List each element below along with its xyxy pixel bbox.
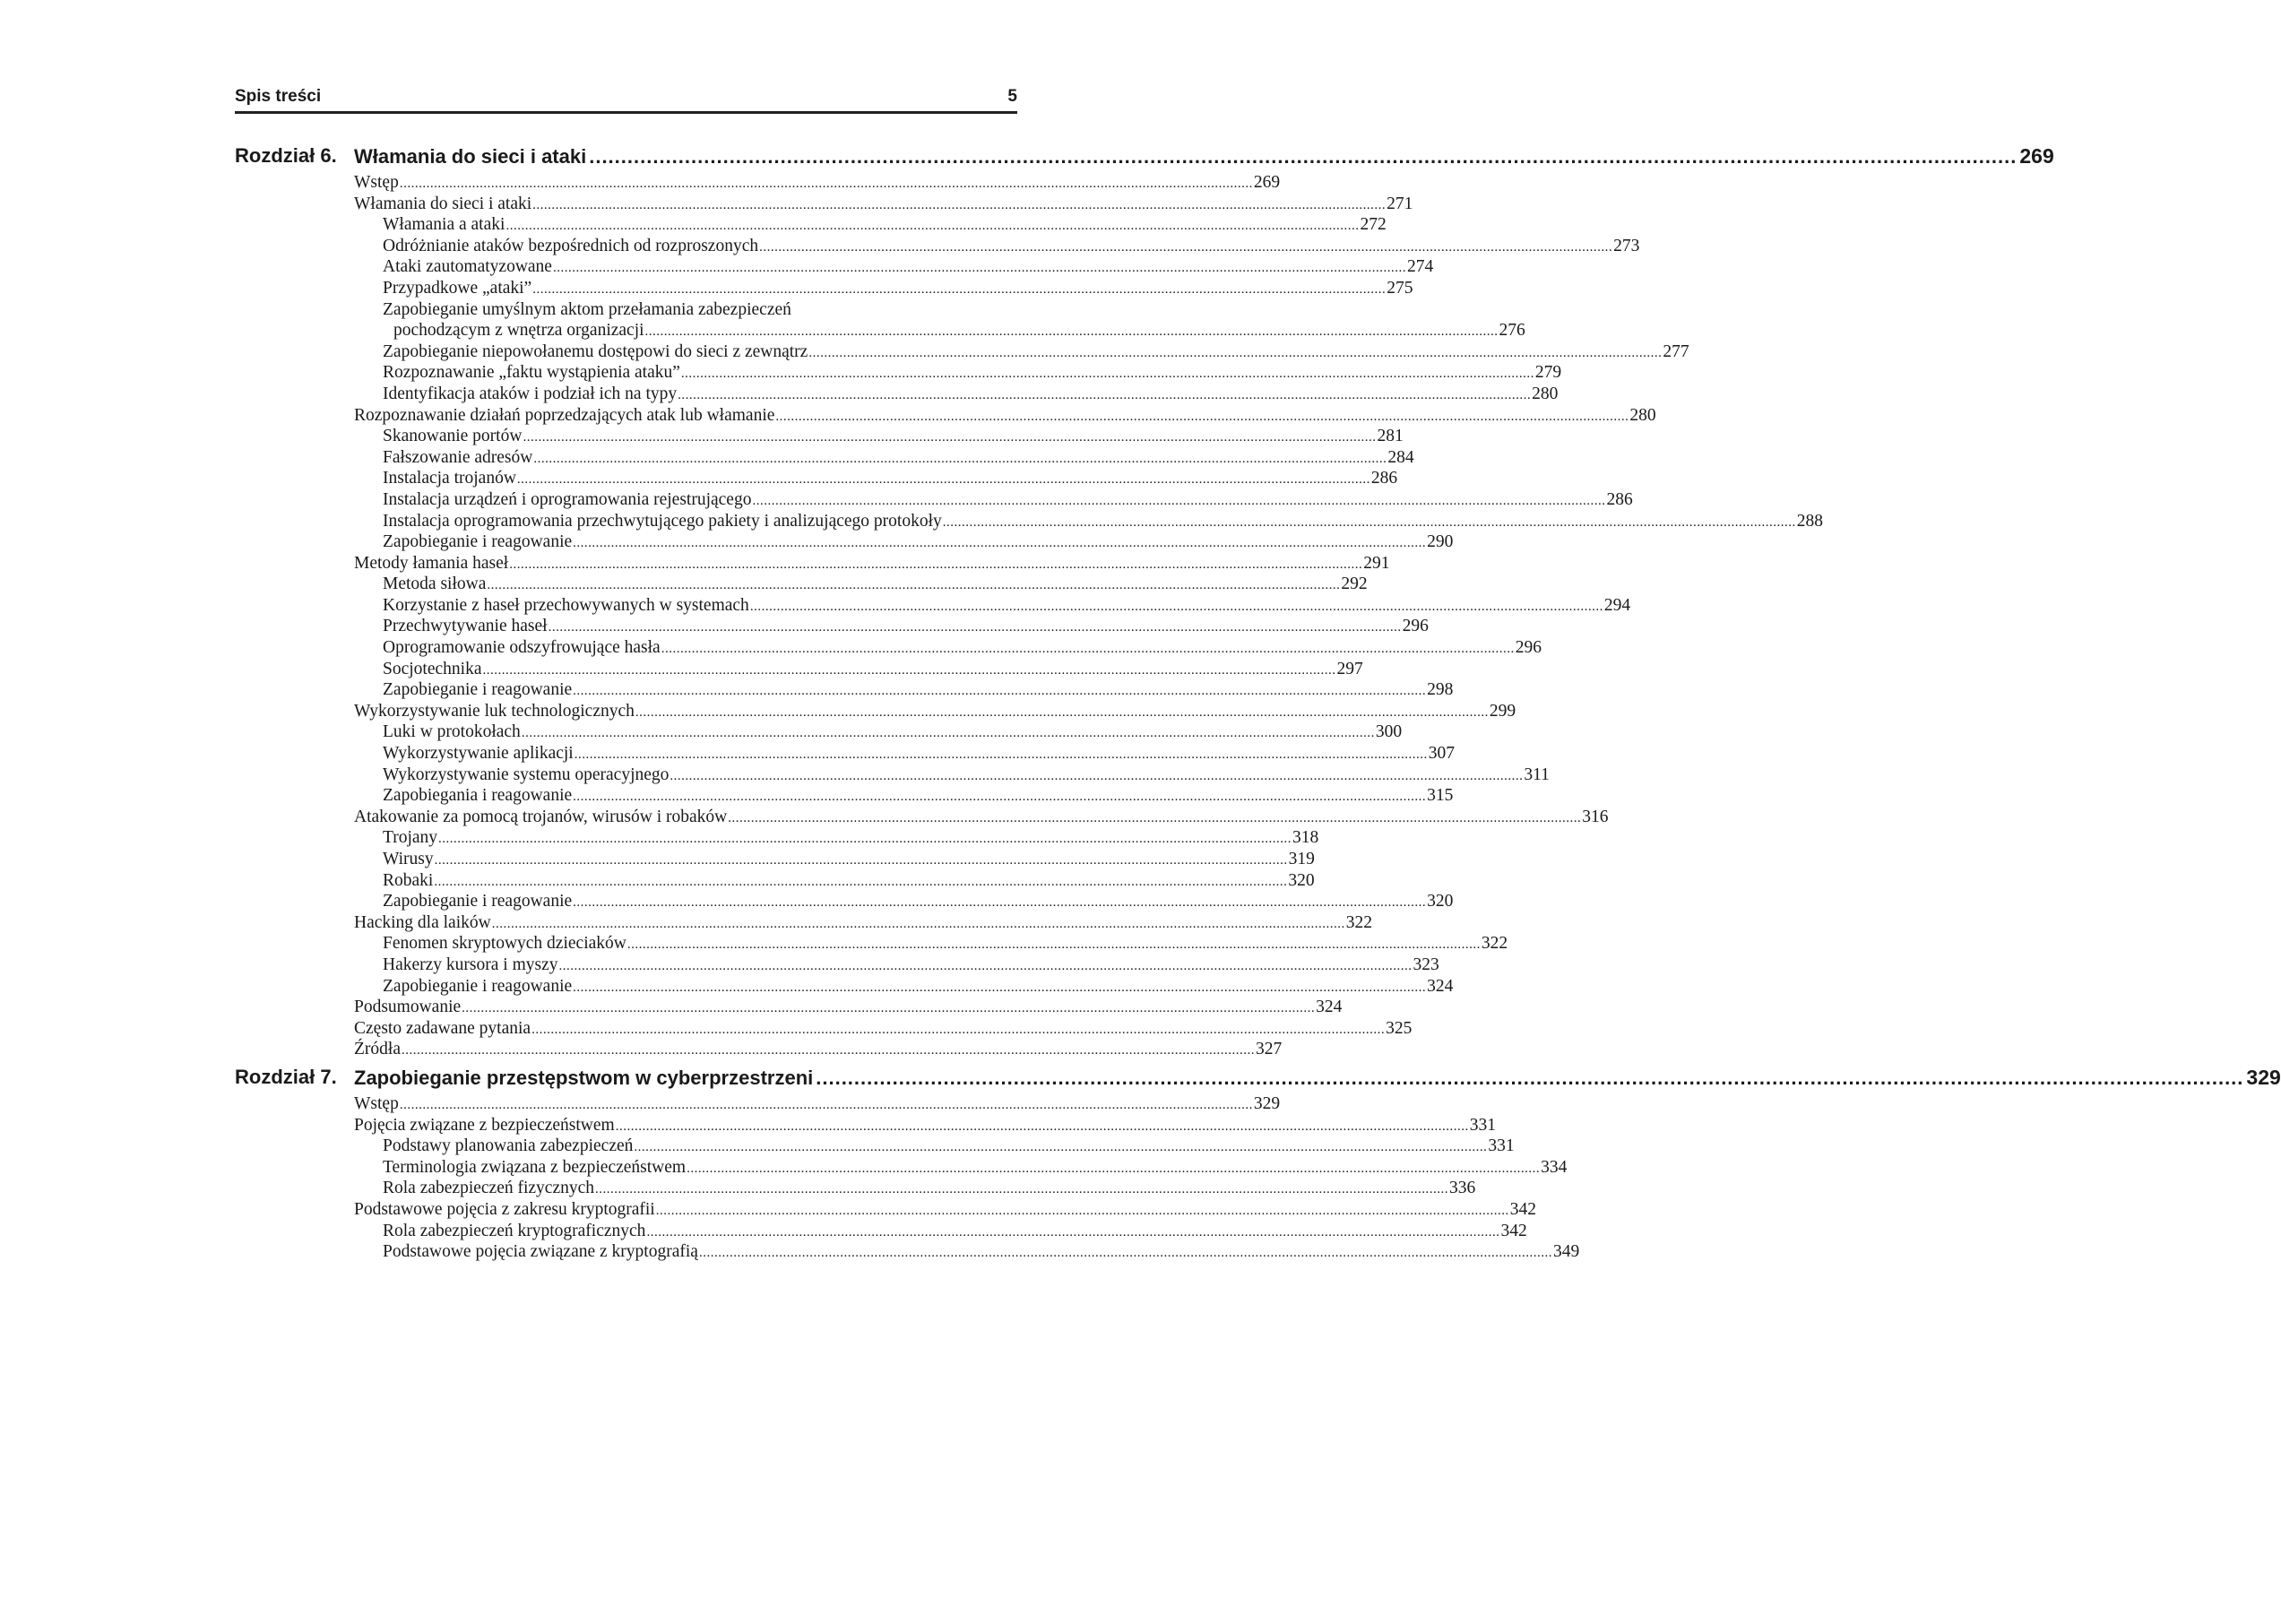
toc-entry-text: Włamania a ataki [383,215,505,235]
chapter-label: Rozdział 6. [235,144,337,167]
toc-entry-text: Metoda siłowa [383,574,487,594]
toc-entries [354,1093,1580,1263]
leader-dots: ................................................................................................................................................................................................................................ [680,367,1534,382]
toc-entry-text: Luki w protokołach [383,722,521,742]
toc-entry-text: Zapobieganie i reagowanie [383,976,573,996]
leader-dots: ................................................................................................................................................................................................................................ [615,1119,1469,1134]
leader-dots: ................................................................................................................................................................................................................................ [775,409,1629,424]
leader-dots: ................................................................................................................................................................................................................................ [728,810,1582,825]
toc-entry-page: 336 [1449,1179,1476,1198]
toc-entry-text: Robaki [383,870,434,890]
toc-entry [354,849,1315,870]
toc-entry [354,616,1429,637]
toc-entry-page: 291 [1363,553,1390,573]
chapter-title: Włamania do sieci i ataki [354,145,587,168]
leader-dots: ................................................................................................................................................................................................................................ [635,704,1489,720]
toc-entry [354,764,1550,786]
toc-entry-text: Metody łamania haseł [354,553,509,573]
leader-dots: ................................................................................................................................................................................................................................ [573,684,1427,699]
toc-entry-page: 292 [1341,574,1368,594]
toc-entry [354,701,1516,722]
toc-entry [354,1221,1527,1242]
toc-entry-text: Trojany [383,828,438,848]
toc-entry-text: Instalacja oprogramowania przechwytującego pakiety i analizującego protokoły [383,511,942,531]
toc-entry [354,426,1404,447]
toc-entry [354,574,1368,595]
toc-entry-page: 334 [1541,1157,1568,1177]
chapter-label: Rozdział 7. [235,1066,337,1088]
leader-dots: ................................................................................................................................................................................................................................ [521,726,1375,741]
toc-entry [354,659,1363,680]
toc-entry-page: 327 [1255,1040,1283,1059]
toc-entry-page: 311 [1524,764,1550,784]
toc-entry-page: 322 [1481,934,1508,954]
leader-dots: ................................................................................................................................................................................................................................ [548,620,1402,635]
leader-dots: ................................................................................................................................................................................................................................ [644,324,1499,340]
toc-entry-page: 273 [1613,236,1640,255]
toc-entry-page: 294 [1603,595,1631,615]
toc-entry-page: 280 [1532,384,1559,403]
leader-dots: ................................................................................................................................................................................................................................ [516,472,1370,488]
chapter-page: 329 [2246,1066,2281,1089]
toc-entry [354,891,1454,912]
chapter-6 [235,142,2054,1060]
toc-entry-text: Często zadawane pytania [354,1018,531,1038]
toc-entry [354,278,1413,299]
toc-entry [354,172,1281,194]
toc-entry [354,194,1413,215]
leader-dots: ................................................................................................................................................................................................................................ [661,642,1515,657]
toc-entry-page: 281 [1377,427,1404,446]
leader-dots: ................................................................................................................................................................................................................................ [531,1022,1386,1037]
toc-entry [354,320,1525,341]
toc-entry [354,933,1508,955]
leader-dots: ................................................................................................................................................................................................................................ [573,980,1427,995]
toc-entry-text: Wirusy [383,850,434,868]
leader-dots: ................................................................................................................................................................................................................................ [491,916,1345,931]
toc-entry-text: Zapobieganie i reagowanie [383,680,573,700]
toc-entry [354,997,1343,1018]
toc-entry [354,553,1390,574]
toc-entry [354,236,1640,257]
toc-entry [354,679,1454,701]
leader-dots: ................................................................................................................................................................................................................................ [552,261,1406,276]
toc-entry [354,721,1403,743]
toc-entry [354,912,1372,934]
toc-entry-text: Instalacja urządzeń i oprogramowania rejestrującego [383,489,752,509]
leader-dots: ................................................................................................................................................................................................................................ [434,874,1288,889]
toc-entry [354,955,1439,976]
leader-dots: ................................................................................................................................................................................................................................ [589,145,2017,168]
toc-entry-text: Rola zabezpieczeń fizycznych [383,1179,595,1198]
toc-entry [354,785,1454,807]
toc-entry-page: 288 [1796,511,1823,531]
leader-dots: ................................................................................................................................................................................................................................ [816,1067,2244,1089]
toc-entry-page: 276 [1499,321,1525,341]
leader-dots: ................................................................................................................................................................................................................................ [687,1161,1541,1176]
leader-dots: ................................................................................................................................................................................................................................ [655,1203,1509,1218]
toc-entry-page: 319 [1288,850,1315,868]
toc-entry-page: 323 [1413,955,1439,974]
toc-entry-page: 320 [1427,892,1454,911]
toc-entry-page: 296 [1402,617,1429,636]
chapter-page: 269 [2019,144,2054,168]
toc-entry-page: 324 [1316,998,1343,1017]
header-page-number: 5 [1007,87,1017,106]
toc-entry-page: 322 [1345,912,1372,932]
leader-dots: ................................................................................................................................................................................................................................ [532,197,1387,212]
toc-entry [354,362,1562,384]
chapter-heading [235,142,2054,172]
toc-entry-page: 349 [1552,1242,1580,1262]
leader-dots: ................................................................................................................................................................................................................................ [434,853,1288,868]
toc-entry-text: Przechwytywanie haseł [383,617,548,636]
toc-entry [354,405,1656,427]
toc-entry-text: Socjotechnika [383,659,482,678]
toc-entry [354,341,1689,363]
toc-entry-text: Podstawowe pojęcia z zakresu kryptografii [354,1199,655,1219]
toc-entry-text: Korzystanie z haseł przechowywanych w systemach [383,595,749,615]
toc-entry [354,384,1559,405]
toc-entry [354,489,1633,511]
leader-dots: ................................................................................................................................................................................................................................ [509,557,1363,572]
toc-entry [354,743,1455,764]
toc-entry-page: 271 [1387,194,1413,213]
leader-dots: ................................................................................................................................................................................................................................ [752,493,1606,508]
leader-dots: ................................................................................................................................................................................................................................ [574,747,1428,763]
toc-entry-page: 329 [1253,1094,1281,1113]
toc-entry-text: Atakowanie za pomocą trojanów, wirusów i robaków [354,807,728,826]
toc-entry-page: 275 [1387,278,1413,298]
leader-dots: ................................................................................................................................................................................................................................ [399,177,1253,191]
toc-entry-text: Podstawy planowania zabezpieczeń [383,1136,634,1156]
leader-dots: ................................................................................................................................................................................................................................ [505,219,1360,234]
toc-entry-page: 324 [1427,976,1454,996]
chapter-title: Zapobieganie przestępstwom w cyberprzestrzeni [354,1067,814,1089]
toc-entry-page: 320 [1288,870,1315,890]
toc-entry-page: 299 [1489,701,1516,721]
toc-entry-text: Fałszowanie adresów [383,447,533,467]
toc-entry-page: 342 [1500,1221,1527,1240]
toc-entry [354,807,1609,828]
leader-dots: ................................................................................................................................................................................................................................ [399,1098,1253,1112]
toc-entry-text: Odróżnianie ataków bezpośrednich od rozproszonych [383,236,759,255]
toc-entry-text: Źródła [354,1040,401,1059]
toc-entry-text: Oprogramowanie odszyfrowujące hasła [383,638,661,658]
toc-entry-text: Instalacja trojanów [383,469,516,488]
leader-dots: ................................................................................................................................................................................................................................ [646,1224,1500,1240]
toc-entry-page: 300 [1375,722,1403,742]
toc-entry-text: Zapobieganie umyślnym aktom przełamania zabezpieczeń [383,299,791,319]
toc-entry-text: Ataki zautomatyzowane [383,257,552,277]
toc-entry-page: 296 [1515,638,1542,658]
toc-entry [354,1039,1283,1060]
toc-entry-text: Wykorzystywanie aplikacji [383,744,574,764]
toc-entry [354,976,1454,998]
toc-entry-page: 269 [1253,173,1281,192]
toc-entry-text: Zapobieganie i reagowanie [383,892,573,911]
toc-entry-text: Rozpoznawanie „faktu wystąpienia ataku” [383,363,680,383]
toc-entry-page: 297 [1336,659,1363,678]
leader-dots: ................................................................................................................................................................................................................................ [401,1043,1255,1058]
toc-entry-page: 315 [1427,786,1454,806]
toc-entry-page: 274 [1406,257,1434,277]
toc-entry [354,1093,1281,1115]
toc-entry [354,827,1319,849]
toc-entry-page: 318 [1292,828,1319,848]
chapter-title-line [354,1066,2281,1090]
toc-entry-page: 286 [1606,489,1633,509]
chapter-heading [235,1063,2281,1093]
toc-entry-text: Wstęp [354,173,399,192]
toc-entry [354,468,1398,489]
toc-entry [354,1199,1536,1221]
toc-entry [354,1018,1413,1040]
leader-dots: ................................................................................................................................................................................................................................ [942,514,1796,530]
leader-dots: ................................................................................................................................................................................................................................ [626,937,1481,953]
toc-entry-page: 272 [1360,215,1387,235]
leader-dots: ................................................................................................................................................................................................................................ [462,1001,1316,1016]
toc-entry-text: Podstawowe pojęcia związane z kryptografią [383,1242,698,1262]
toc-entry-text: Rola zabezpieczeń kryptograficznych [383,1221,646,1240]
leader-dots: ................................................................................................................................................................................................................................ [670,768,1524,783]
toc-entry-text: Skanowanie portów [383,427,523,446]
leader-dots: ................................................................................................................................................................................................................................ [533,451,1387,466]
toc-entry-text: Rozpoznawanie działań poprzedzających atak lub włamanie [354,405,775,425]
toc-entry [354,1157,1568,1179]
leader-dots: ................................................................................................................................................................................................................................ [573,790,1427,805]
leader-dots: ................................................................................................................................................................................................................................ [523,430,1377,445]
chapter-title-line [354,144,2054,168]
leader-dots: ................................................................................................................................................................................................................................ [487,578,1341,593]
chapter-7 [235,1063,2281,1263]
toc-entry-text: Pojęcia związane z bezpieczeństwem [354,1115,615,1135]
toc-entry-page: 331 [1469,1115,1496,1135]
toc-entry [354,1136,1515,1157]
leader-dots: ................................................................................................................................................................................................................................ [482,662,1336,678]
leader-dots: ................................................................................................................................................................................................................................ [749,599,1603,614]
leader-dots: ................................................................................................................................................................................................................................ [808,345,1663,360]
toc-entry-page: 325 [1386,1018,1413,1038]
toc-entry-page: 286 [1370,469,1398,488]
toc-entry-text: Włamania do sieci i ataki [354,194,532,213]
toc-entry-page: 331 [1488,1136,1515,1156]
toc-entry [354,511,1823,532]
toc-entry-text: Wykorzystywanie systemu operacyjnego [383,764,670,784]
toc-entry-page: 290 [1427,532,1454,552]
toc-entry-page: 284 [1387,447,1414,467]
toc-entry [354,531,1454,553]
toc-entry [354,1241,1580,1263]
toc-entry-page: 342 [1509,1199,1536,1219]
toc-entry-page: 279 [1534,363,1562,383]
toc-entry-text: pochodzącym z wnętrza organizacji [393,321,644,341]
header-title: Spis treści [235,87,322,106]
toc-entry-first-line [354,299,1017,321]
toc-entry-page: 280 [1629,405,1656,425]
toc-entry-page: 298 [1427,680,1454,700]
toc-entry [354,256,1434,278]
toc-entry-text: Wstęp [354,1094,399,1113]
toc-entry-page: 316 [1582,807,1609,826]
toc-entry-text: Identyfikacja ataków i podział ich na typy [383,384,678,403]
leader-dots: ................................................................................................................................................................................................................................ [558,958,1413,973]
leader-dots: ................................................................................................................................................................................................................................ [634,1140,1488,1155]
leader-dots: ................................................................................................................................................................................................................................ [759,239,1613,255]
leader-dots: ................................................................................................................................................................................................................................ [678,387,1532,402]
toc-entry-text: Fenomen skryptowych dzieciaków [383,934,626,954]
toc-entry-text: Zapobieganie i reagowanie [383,532,573,552]
running-header [235,86,1017,114]
toc-entry [354,447,1414,469]
toc-entry-text: Przypadkowe „ataki” [383,278,532,298]
toc-entry-text: Zapobiegania i reagowanie [383,786,573,806]
toc-entry-text: Hacking dla laików [354,912,491,932]
toc-entry [354,870,1315,892]
toc-entry [354,1115,1496,1136]
leader-dots: ................................................................................................................................................................................................................................ [698,1246,1552,1261]
toc-entry [354,1178,1476,1199]
leader-dots: ................................................................................................................................................................................................................................ [573,536,1427,551]
toc-entry [354,595,1631,617]
toc-entry [354,214,1387,236]
toc-entry [354,637,1542,659]
leader-dots: ................................................................................................................................................................................................................................ [595,1182,1449,1197]
toc-entry-text: Zapobieganie niepowołanemu dostępowi do sieci z zewnątrz [383,341,808,361]
toc-entry-text: Wykorzystywanie luk technologicznych [354,701,635,721]
toc-entry-text: Terminologia związana z bezpieczeństwem [383,1157,687,1177]
toc-entry-page: 277 [1663,341,1689,361]
toc-entry-page: 307 [1428,744,1455,764]
toc-entry-text: Podsumowanie [354,998,462,1017]
leader-dots: ................................................................................................................................................................................................................................ [438,832,1292,847]
leader-dots: ................................................................................................................................................................................................................................ [532,281,1387,297]
toc-entries [354,172,1823,1060]
leader-dots: ................................................................................................................................................................................................................................ [573,895,1427,911]
toc-entry-text: Hakerzy kursora i myszy [383,955,558,974]
